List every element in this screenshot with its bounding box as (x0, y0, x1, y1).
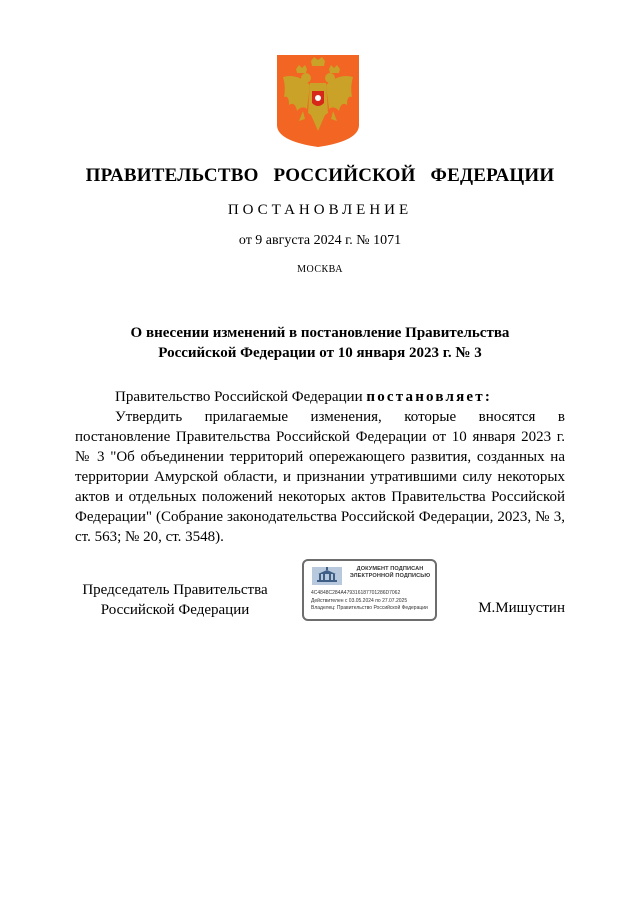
decree-body (75, 387, 565, 547)
stamp-title-line-2: ЭЛЕКТРОННОЙ ПОДПИСЬЮ (349, 573, 431, 579)
certificate-serial: 4C4848C284A479316187701286D7062 (311, 590, 401, 596)
signer-position-line-2: Российской Федерации (100, 602, 250, 618)
signer-position-line-1: Председатель Правительства (82, 582, 268, 598)
document-type: ПОСТАНОВЛЕНИЕ (227, 202, 413, 218)
subject-line-1: О внесении изменений в постановление Правительства (130, 325, 510, 341)
certificate-owner: Владелец: Правительство Российской Федерации (311, 605, 428, 611)
decree-paragraph: Утвердить прилагаемые изменения, которые вносятся в постановление Правительства Российской Федерации от 10 января 2023 г. № 3 "Об объединении территорий опережающего развития, созданных на территории Амурской области, и признании утратившими силу некоторых актов и отдельных положений некоторых актов Правительства Российской Федерации" (Собрание законодательства Российской Федерации, 2023, № 3, ст. 563; № 20, ст. 3548). (75, 409, 565, 545)
certificate-validity: Действителен с 03.05.2024 по 27.07.2025 (311, 598, 408, 604)
government-building-icon (312, 567, 342, 585)
electronic-signature-stamp (302, 559, 437, 621)
decree-lead (75, 387, 565, 407)
decree-subject (0, 323, 640, 363)
stamp-title-line-1: ДОКУМЕНТ ПОДПИСАН (356, 566, 424, 572)
decree-word: постановляет: (366, 389, 493, 405)
subject-line-2: Российской Федерации от 10 января 2023 г. № 3 (158, 345, 482, 361)
signer-name: М.Мишустин (478, 600, 565, 616)
city: МОСКВА (297, 264, 343, 275)
decree-date-number: от 9 августа 2024 г. № 1071 (238, 233, 402, 248)
stamp-title (344, 566, 436, 580)
government-title: ПРАВИТЕЛЬСТВО РОССИЙСКОЙ ФЕДЕРАЦИИ (85, 165, 555, 186)
lead-text: Правительство Российской Федерации (115, 389, 363, 405)
signer-position (75, 580, 275, 620)
coat-of-arms-icon (277, 55, 359, 147)
